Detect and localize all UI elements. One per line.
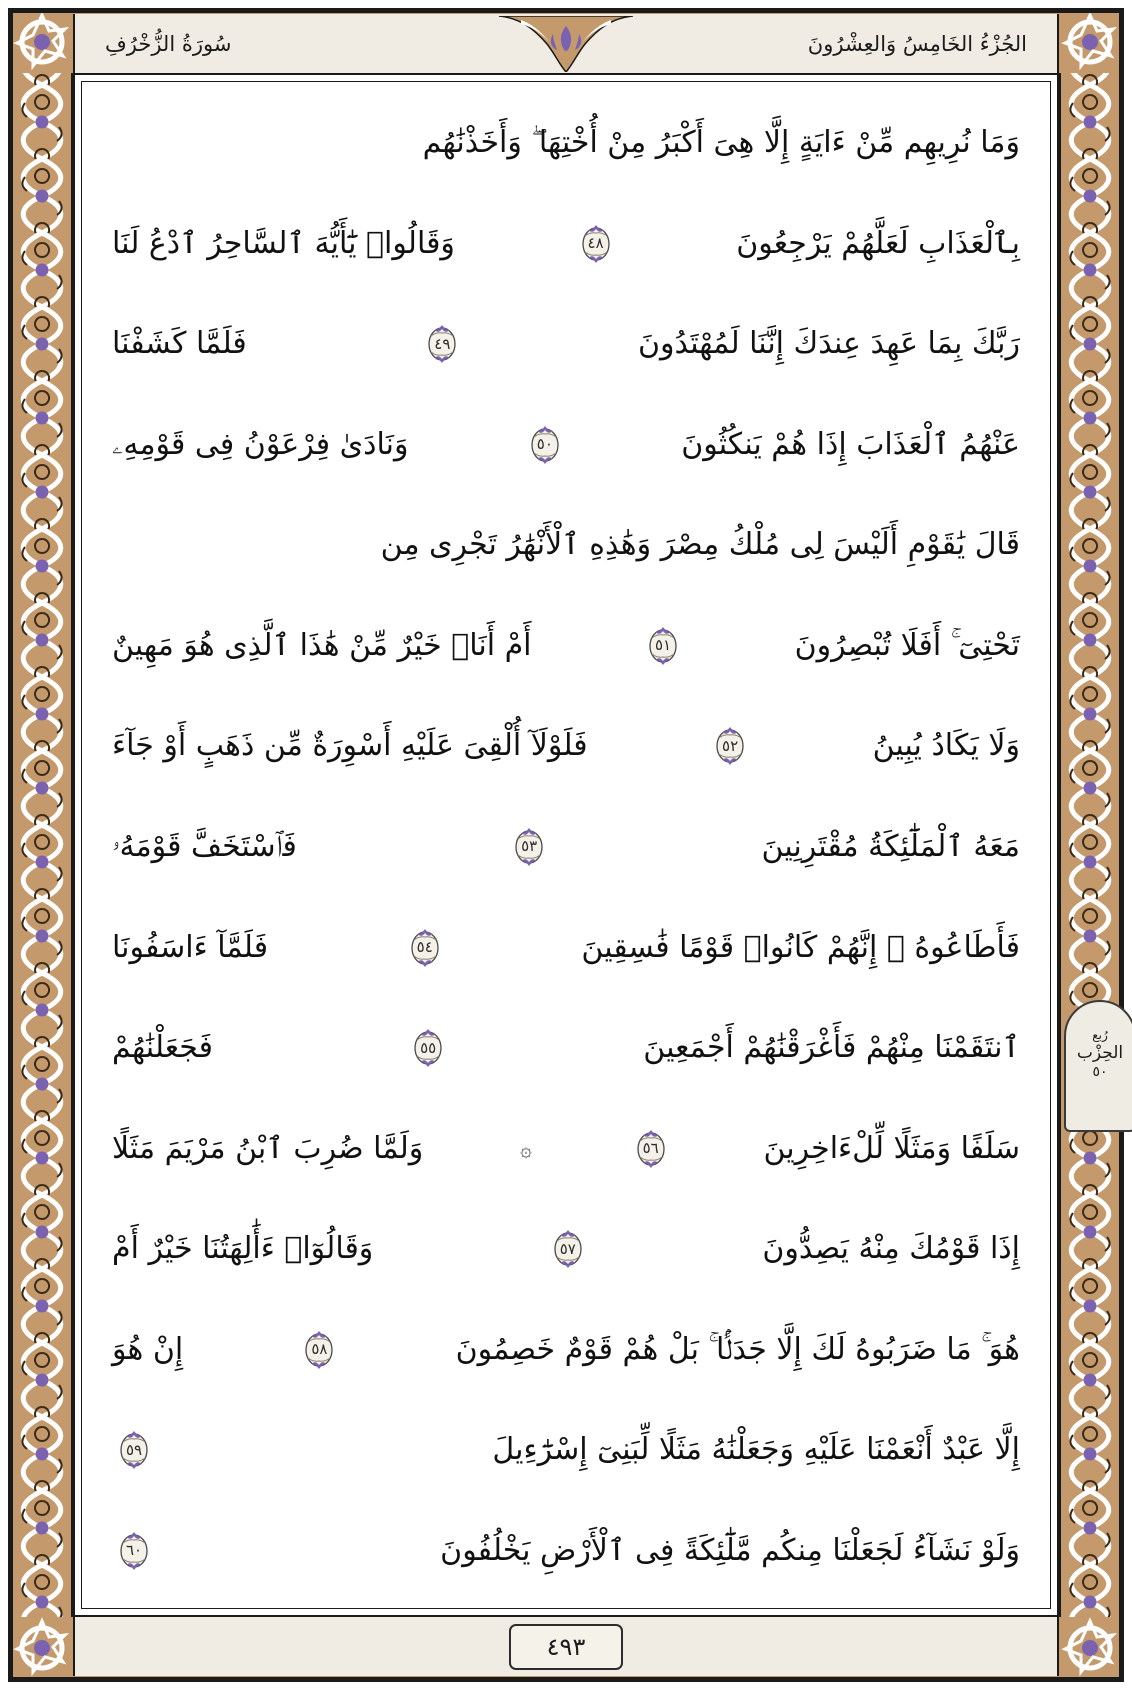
ayah-text: عَنْهُمُ ٱلْعَذَابَ إِذَا هُمْ يَنكُثُونَ [681,426,1020,462]
ayah-line [112,412,1020,478]
ayah-line [112,1317,1020,1383]
ayah-line [112,110,1020,176]
ayah-number-marker [425,324,459,364]
ayah-text: فَٱسْتَخَفَّ قَوْمَهُۥ [112,828,297,864]
corner-rosette-bottom-left [11,1617,73,1679]
page-header [73,14,1059,73]
ayah-number: ٤٩ [434,334,451,353]
ayah-text: وَقَالُوٓا۟ ءَأَٰلِهَتُنَا خَيْرٌ أَمْ [112,1231,374,1267]
hizb-number: ٥٠ [1092,1064,1108,1081]
ayah-text: قَالَ يَٰقَوْمِ أَلَيْسَ لِى مُلْكُ مِصْرَ وَهَٰذِهِ ٱلْأَنْهَٰرُ تَجْرِى مِن [380,527,1020,563]
ayah-number-marker [646,626,680,666]
ayah-number-marker [579,224,613,264]
ayah-text: إِنْ هُوَ [112,1331,184,1367]
ayah-line [112,915,1020,981]
page-footer [73,1617,1059,1676]
ayah-number-marker [117,1531,151,1571]
ayah-number-marker [512,827,546,867]
corner-rosette-top-left [11,11,73,73]
ayah-number: ٥٠ [536,435,553,454]
ayah-text: بِٱلْعَذَابِ لَعَلَّهُمْ يَرْجِعُونَ [736,225,1020,261]
ayah-text: وَلَوْ نَشَآءُ لَجَعَلْنَا مِنكُم مَّلَٰٓئِكَةً فِى ٱلْأَرْضِ يَخْلُفُونَ [440,1532,1020,1568]
ornament-band-right [1059,11,1121,1679]
hizb-marker [1064,1000,1132,1132]
ayah-number: ٥٤ [416,938,433,956]
ayah-text: وَمَا نُرِيهِم مِّنْ ءَايَةٍ إِلَّا هِىَ أَكْبَرُ مِنْ أُخْتِهَا ۖ وَأَخَذْنَٰهُم [422,125,1020,160]
ayah-line [112,211,1020,277]
ayah-text: وَلَا يَكَادُ يُبِينُ [872,728,1020,764]
ayah-number: ٥٦ [642,1139,659,1158]
ayah-text: سَلَفًا وَمَثَلًا لِّلْءَاخِرِينَ [763,1130,1020,1166]
ayah-number-marker [634,1129,668,1169]
ayah-number-marker [302,1330,336,1370]
ayah-text: وَنَادَىٰ فِرْعَوْنُ فِى قَوْمِهِۦ [112,426,409,462]
ayah-number: ٥٨ [311,1340,328,1359]
ayah-text: مَعَهُ ٱلْمَلَٰٓئِكَةُ مُقْتَرِنِينَ [761,828,1020,864]
ayah-number: ٥٩ [125,1440,143,1459]
ayah-number-marker [411,1028,445,1068]
ayah-line [112,1417,1020,1483]
ayah-number: ٤٨ [587,234,604,253]
ayah-text: إِذَا قَوْمُكَ مِنْهُ يَصِدُّونَ [762,1231,1020,1267]
ayah-text: تَحْتِىٓ ۚ أَفَلَا تُبْصِرُونَ [794,627,1020,663]
ayah-text: وَلَمَّا ضُرِبَ ٱبْنُ مَرْيَمَ مَثَلًا [112,1130,424,1166]
header-medallion-icon [491,16,641,72]
ayah-text: فَأَطَاعُوهُ ۚ إِنَّهُمْ كَانُوا۟ قَوْمًا فَٰسِقِينَ [581,929,1020,965]
ayah-text: ٱنتَقَمْنَا مِنْهُمْ فَأَغْرَقْنَٰهُمْ أَجْمَعِينَ [643,1030,1020,1066]
ayah-line [112,1015,1020,1081]
ornament-band-left [11,11,73,1679]
hizb-rubu-label: رُبع [1092,1028,1108,1042]
ayah-line [112,512,1020,578]
quran-text-block [92,96,1040,1594]
hizb-label: الحِزْب [1076,1043,1124,1063]
ayah-text: فَجَعَلْنَٰهُمْ [112,1030,213,1066]
ayah-line [112,311,1020,377]
page-number: ٤٩٣ [546,1632,586,1661]
ayah-number: ٥٢ [722,736,739,755]
ayah-text: إِلَّا عَبْدٌ أَنْعَمْنَا عَلَيْهِ وَجَعَلْنَٰهُ مَثَلًا لِّبَنِىٓ إِسْرَٰٓءِيلَ [492,1432,1020,1468]
page-number-frame [509,1624,623,1670]
ayah-text: وَقَالُوا۟ يَٰٓأَيُّهَ ٱلسَّاحِرُ ٱدْعُ لَنَا [112,225,455,261]
ruku-marker-icon: ۞ [520,1136,532,1161]
surah-label: سُورَةُ الزُّخْرُفِ [105,31,232,56]
ayah-number: ٥٥ [420,1038,437,1057]
arabesque-pattern-right [1059,11,1121,1679]
ayah-number: ٦٠ [125,1541,143,1560]
ayah-line [112,814,1020,880]
ayah-line [112,1116,1020,1182]
ayah-number-marker [713,726,747,766]
ayah-number: ٥٧ [559,1239,576,1258]
ayah-line [112,1216,1020,1282]
corner-rosette-top-right [1059,11,1121,73]
ayah-text: أَمْ أَنَا۠ خَيْرٌ مِّنْ هَٰذَا ٱلَّذِى هُوَ مَهِينٌ [112,627,532,663]
ayah-number-marker [551,1229,585,1269]
corner-rosette-bottom-right [1059,1617,1121,1679]
ayah-text: رَبَّكَ بِمَا عَهِدَ عِندَكَ إِنَّنَا لَمُهْتَدُونَ [637,326,1020,362]
ayah-text: هُوَ ۚ مَا ضَرَبُوهُ لَكَ إِلَّا جَدَلًۢا ۚ بَلْ هُمْ قَوْمٌ خَصِمُونَ [455,1331,1020,1367]
hizb-marker-text [1064,1028,1132,1082]
ayah-number: ٥٣ [521,837,538,856]
ayah-text: فَلَمَّا كَشَفْنَا [112,326,247,362]
ayah-number-marker [117,1430,151,1470]
juz-label: الجُزْءُ الخَامِسُ وَالعِشْرُونَ [807,31,1027,56]
ayah-text: فَلَمَّآ ءَاسَفُونَا [112,929,269,965]
ayah-number-marker [528,425,562,465]
ayah-line [112,1518,1020,1584]
ayah-number-marker [408,928,442,968]
arabesque-pattern-left [11,11,73,1679]
ayah-line [112,713,1020,779]
ayah-line [112,613,1020,679]
ayah-number: ٥١ [654,636,672,655]
ayah-text: فَلَوْلَآ أُلْقِىَ عَلَيْهِ أَسْوِرَةٌ مِّن ذَهَبٍ أَوْ جَآءَ [112,728,588,764]
